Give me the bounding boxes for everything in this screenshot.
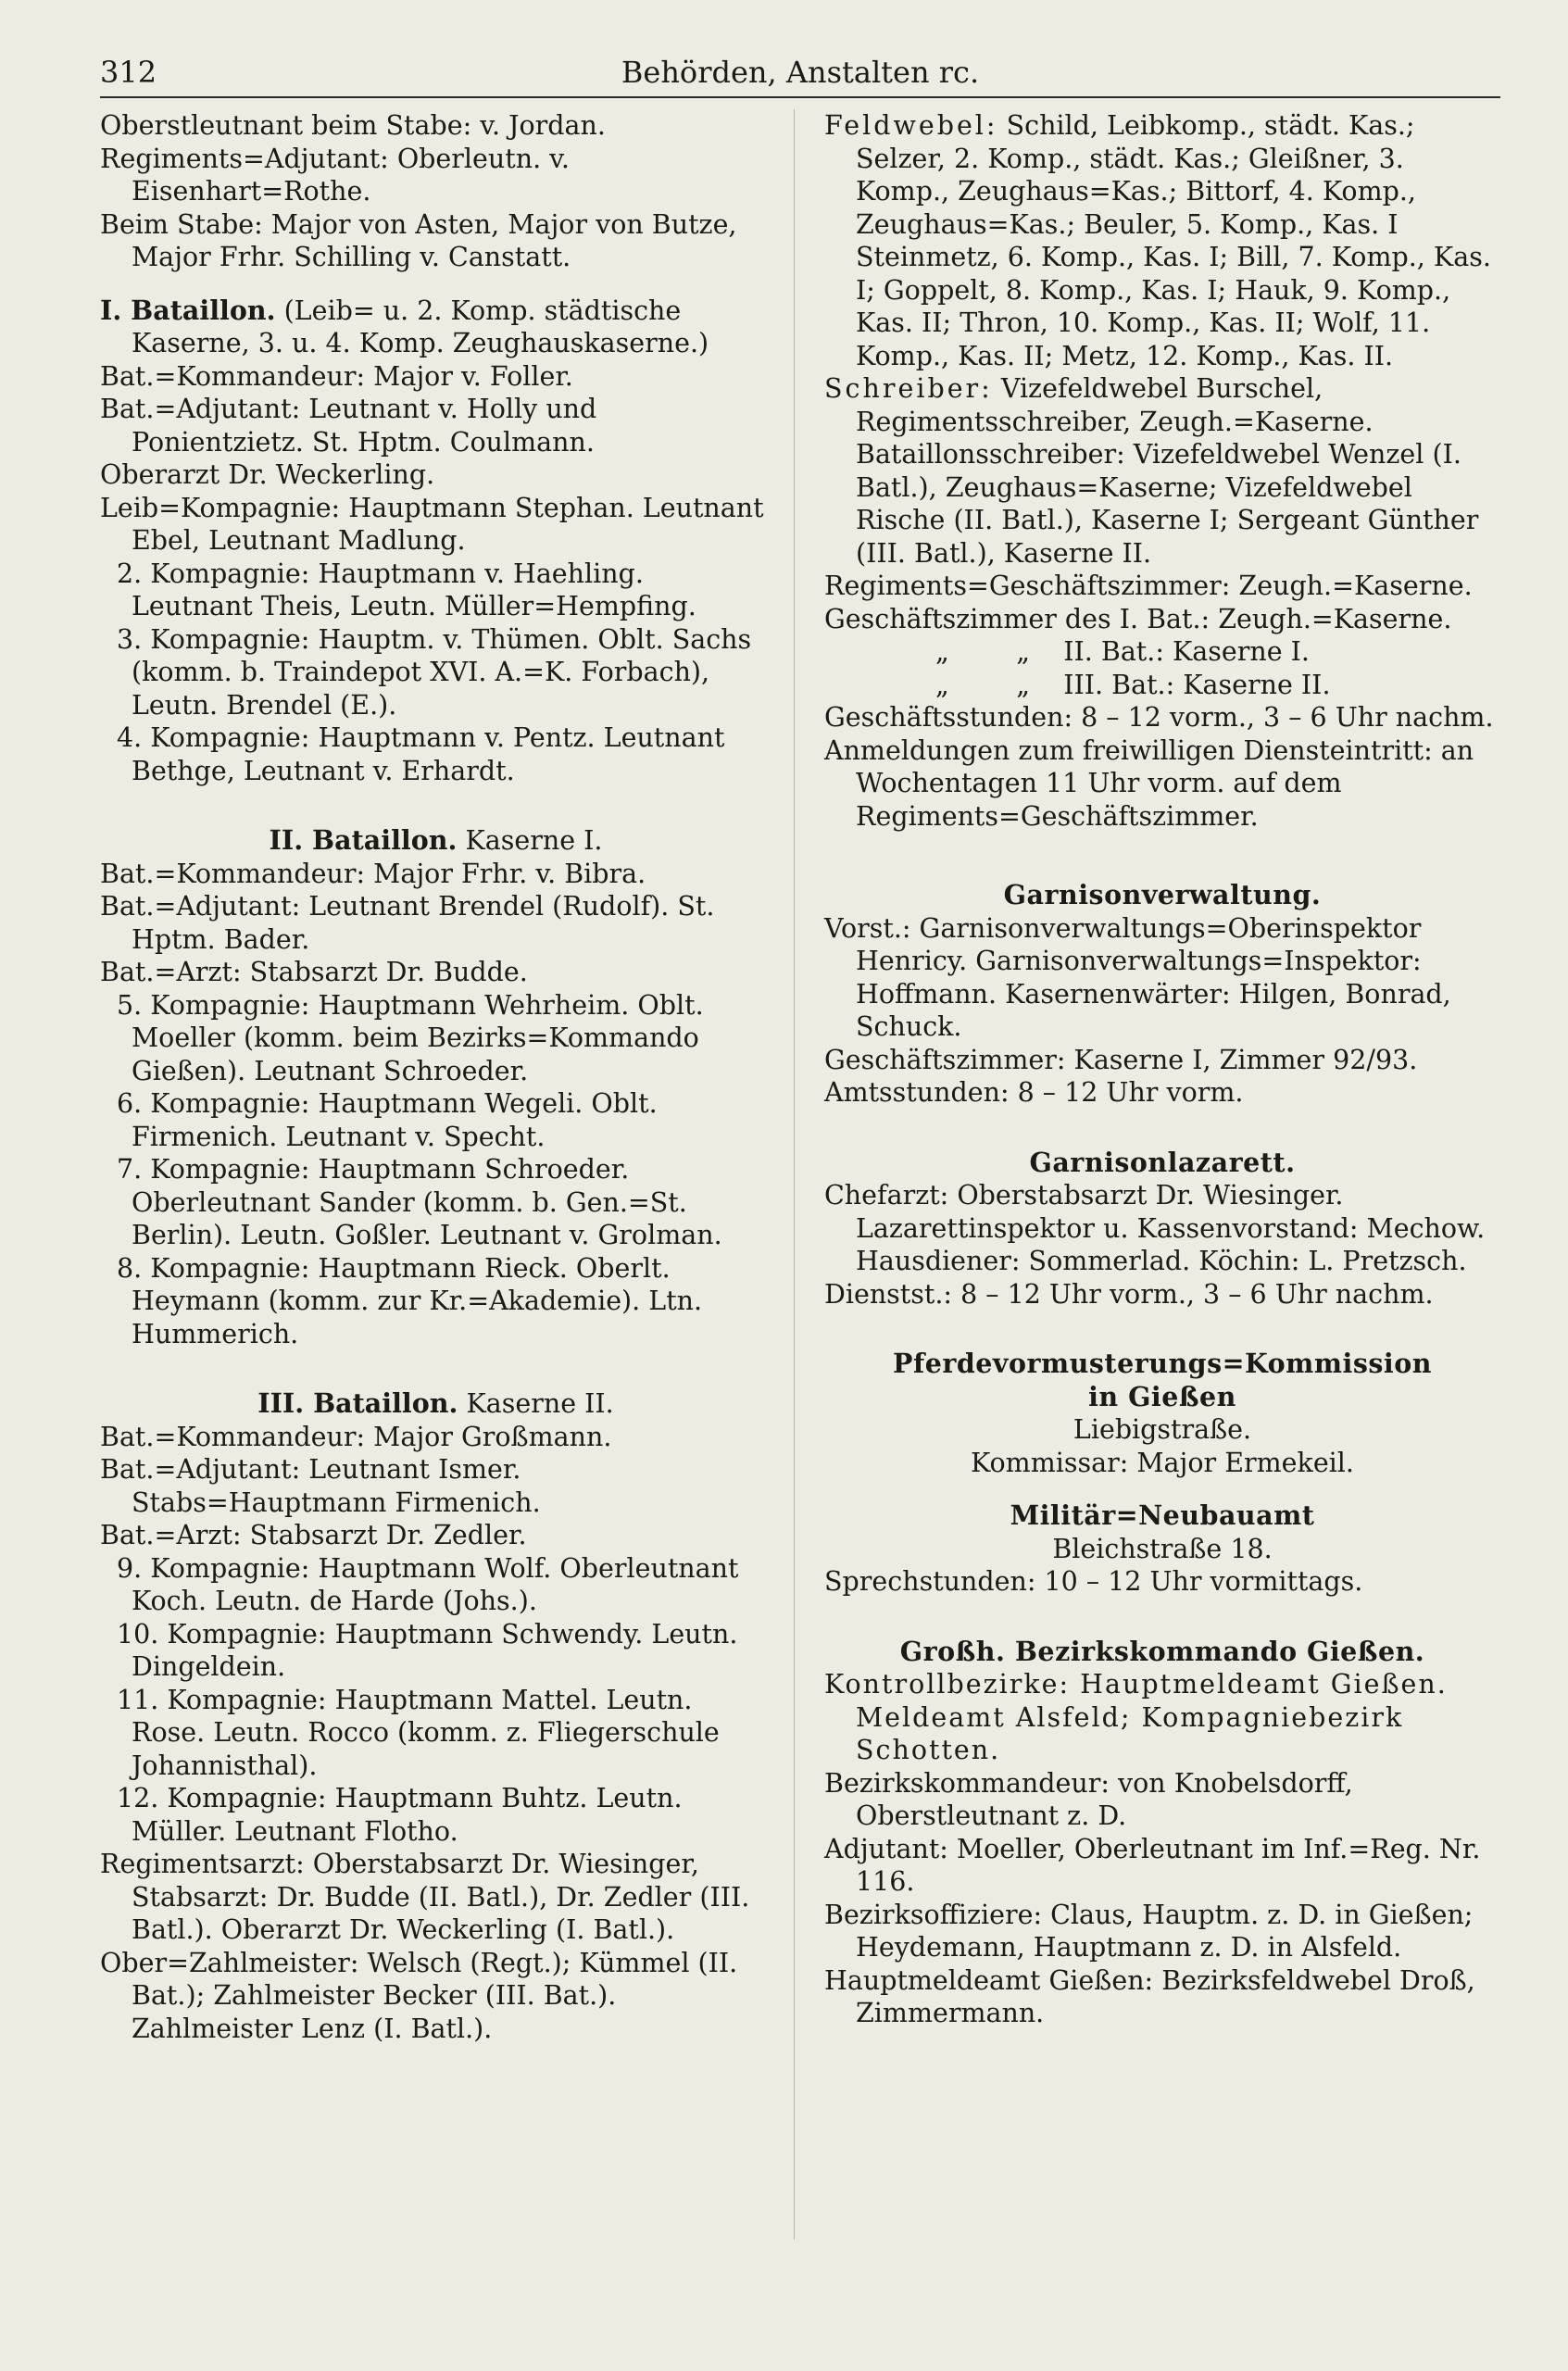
company-entry: 7. Kompagnie: Hauptmann Schroeder. Oberleutnant Sander (komm. b. Gen.=St. Berlin). Leutn. Goßler. Leutnant v. Grolman.: [117, 1154, 722, 1250]
battalion-line: Bat.=Arzt: Stabsarzt Dr. Budde.: [100, 957, 528, 987]
neubauamt-heading: Militär=Neubauamt: [1010, 1499, 1315, 1531]
garnisonverwaltung-line: Amtsstunden: 8 – 12 Uhr vorm.: [824, 1077, 1244, 1108]
feldwebel-label: Feldwebel:: [824, 110, 998, 141]
right-column: [824, 109, 1500, 2030]
battalion-1-heading: [100, 295, 771, 360]
page-number: 312: [100, 55, 157, 90]
bezirkskommando-entry: Bezirkskommandeur: von Knobelsdorff, Oberstleutnant z. D.: [824, 1767, 1353, 1831]
feldwebel-entry: [824, 109, 1500, 372]
schreiber-label: Schreiber:: [824, 373, 993, 404]
pferde-heading-line2: in Gießen: [1088, 1380, 1236, 1412]
company-entry: 5. Kompagnie: Hauptmann Wehrheim. Oblt. Moeller (komm. beim Bezirks=Kommando Gießen). Leutnant Schroeder.: [117, 989, 704, 1086]
battalion-1-title: I. Bataillon.: [100, 294, 276, 326]
battalion-1-location: (Leib= u. 2. Komp. städtische Kaserne, 3. u. 4. Komp. Zeughauskaserne.): [132, 295, 709, 358]
left-column: [100, 109, 771, 2045]
battalion-line: Bat.=Adjutant: Leutnant v. Holly und Ponientzietz. St. Hptm. Coulmann.: [100, 394, 597, 458]
garnisonverwaltung-heading: Garnisonverwaltung.: [1003, 879, 1322, 910]
schreiber-entry: [824, 372, 1500, 570]
garnisonlazarett-heading: Garnisonlazarett.: [1029, 1146, 1296, 1178]
bezirkskommando-entry: Adjutant: Moeller, Oberleutnant im Inf.=Reg. Nr. 116.: [824, 1833, 1481, 1897]
staff-line: Beim Stabe: Major von Asten, Major von Butze, Major Frhr. Schilling v. Canstatt.: [100, 208, 737, 272]
office-line: Anmeldungen zum freiwilligen Diensteintritt: an Wochentagen 11 Uhr vorm. auf dem Regiments=Geschäftszimmer.: [824, 734, 1474, 832]
battalion-line: Bat.=Arzt: Stabsarzt Dr. Zedler.: [100, 1520, 527, 1550]
schreiber-text: Vizefeldwebel Burschel, Regimentsschreiber, Zeugh.=Kaserne. Bataillonsschreiber: Vizefeldwebel Wenzel (I. Batl.), Zeughaus=Kaserne; Vizefeldwebel Rische (II. Batl.), Kaserne I; Sergeant Günther (III. Batl.), Kaserne II.: [856, 373, 1479, 569]
battalion-line: Leib=Kompagnie: Hauptmann Stephan. Leutnant Ebel, Leutnant Madlung.: [100, 492, 764, 556]
company-entry: 6. Kompagnie: Hauptmann Wegeli. Oblt. Firmenich. Leutnant v. Specht.: [117, 1088, 658, 1152]
zahlmeister-entry: Ober=Zahlmeister: Welsch (Regt.); Kümmel (II. Bat.); Zahlmeister Becker (III. Bat.). Zahlmeister Lenz (I. Batl.).: [100, 1947, 738, 2044]
office-line: „ „ II. Bat.: Kaserne I.: [935, 636, 1310, 667]
garnisonlazarett-line: Dienstst.: 8 – 12 Uhr vorm., 3 – 6 Uhr nachm.: [824, 1278, 1434, 1310]
bezirkskommando-entry: Hauptmeldeamt Gießen: Bezirksfeldwebel Droß, Zimmermann.: [824, 1964, 1475, 2028]
company-entry: 11. Kompagnie: Hauptmann Mattel. Leutn. Rose. Leutn. Rocco (komm. z. Fliegerschule Johannisthal).: [117, 1684, 720, 1781]
battalion-line: Bat.=Kommandeur: Major Frhr. v. Bibra.: [100, 858, 646, 889]
battalion-2-title: II. Bataillon.: [269, 824, 458, 856]
pferde-heading-line1: Pferdevormusterungs=Kommission: [893, 1348, 1432, 1379]
staff-line: Oberstleutnant beim Stabe: v. Jordan.: [100, 110, 606, 141]
company-entry: 4. Kompagnie: Hauptmann v. Pentz. Leutnant Bethge, Leutnant v. Erhardt.: [117, 722, 725, 786]
battalion-3-title: III. Bataillon.: [257, 1387, 458, 1419]
bezirkskommando-heading: Großh. Bezirkskommando Gießen.: [899, 1635, 1425, 1667]
page-header: [100, 46, 1500, 98]
battalion-2-location: Kaserne I.: [465, 825, 603, 856]
pferde-kommissar: Kommissar: Major Ermekeil.: [971, 1447, 1354, 1478]
battalion-3-heading: [100, 1387, 771, 1421]
company-entry: 12. Kompagnie: Hauptmann Buhtz. Leutn. Müller. Leutnant Flotho.: [117, 1783, 683, 1847]
office-line: Geschäftszimmer des I. Bat.: Zeugh.=Kaserne.: [824, 603, 1452, 634]
company-entry: 10. Kompagnie: Hauptmann Schwendy. Leutn. Dingeldein.: [117, 1618, 738, 1682]
office-line: Regiments=Geschäftszimmer: Zeugh.=Kaserne.: [824, 571, 1473, 601]
company-entry: 3. Kompagnie: Hauptm. v. Thümen. Oblt. Sachs (komm. b. Traindepot XVI. A.=K. Forbach), Leutn. Brendel (E.).: [117, 623, 752, 721]
garnisonlazarett-line: Chefarzt: Oberstabsarzt Dr. Wiesinger. Lazarettinspektor u. Kassenvorstand: Mechow. Hausdiener: Sommerlad. Köchin: L. Pretzsch.: [824, 1180, 1486, 1276]
header-rule: [100, 96, 1500, 98]
running-title: Behörden, Anstalten rc.: [621, 55, 980, 90]
battalion-line: Bat.=Adjutant: Leutnant Ismer. Stabs=Hauptmann Firmenich.: [100, 1454, 541, 1518]
neubauamt-hours: Sprechstunden: 10 – 12 Uhr vormittags.: [824, 1566, 1363, 1597]
office-line: Geschäftsstunden: 8 – 12 vorm., 3 – 6 Uhr nachm.: [824, 702, 1494, 733]
staff-line: Regiments=Adjutant: Oberleutn. v. Eisenhart=Rothe.: [100, 143, 570, 207]
battalion-line: Oberarzt Dr. Weckerling.: [100, 459, 435, 490]
battalion-3-location: Kaserne II.: [466, 1388, 614, 1419]
company-entry: 8. Kompagnie: Hauptmann Rieck. Oberlt. Heymann (komm. zur Kr.=Akademie). Ltn. Hummerich.: [117, 1252, 703, 1349]
company-entry: 2. Kompagnie: Hauptmann v. Haehling. Leutnant Theis, Leutn. Müller=Hempfing.: [117, 558, 696, 621]
pferde-address: Liebigstraße.: [1073, 1414, 1252, 1445]
neubauamt-address: Bleichstraße 18.: [1052, 1533, 1273, 1564]
regimentsarzt-entry: Regimentsarzt: Oberstabsarzt Dr. Wiesinger, Stabsarzt: Dr. Budde (II. Batl.), Dr. Zedler (III. Batl.). Oberarzt Dr. Weckerling (I. Batl.).: [100, 1849, 750, 1945]
column-divider: [794, 109, 795, 2239]
battalion-line: Bat.=Kommandeur: Major v. Foller.: [100, 360, 573, 392]
company-entry: 9. Kompagnie: Hauptmann Wolf. Oberleutnant Koch. Leutn. de Harde (Johs.).: [117, 1552, 739, 1616]
garnisonverwaltung-line: Geschäftszimmer: Kaserne I, Zimmer 92/93.: [824, 1044, 1418, 1075]
garnisonverwaltung-line: Vorst.: Garnisonverwaltungs=Oberinspektor Henricy. Garnisonverwaltungs=Inspektor: Hoffmann. Kasernenwärter: Hilgen, Bonrad, Schuck.: [824, 912, 1451, 1042]
bezirkskommando-entry: Bezirksoffiziere: Claus, Hauptm. z. D. in Gießen; Heydemann, Hauptmann z. D. in Alsfeld.: [824, 1899, 1474, 1963]
office-line: „ „ III. Bat.: Kaserne II.: [935, 669, 1331, 700]
bezirkskommando-entry: Kontrollbezirke: Hauptmeldeamt Gießen. Meldeamt Alsfeld; Kompagniebezirk Schotten.: [824, 1669, 1448, 1765]
battalion-line: Bat.=Adjutant: Leutnant Brendel (Rudolf). St. Hptm. Bader.: [100, 891, 715, 955]
battalion-line: Bat.=Kommandeur: Major Großmann.: [100, 1421, 612, 1452]
feldwebel-text: Schild, Leibkomp., städt. Kas.; Selzer, 2. Komp., städt. Kas.; Gleißner, 3. Komp., Zeughaus=Kas.; Bittorf, 4. Komp., Zeughaus=Kas.; Beuler, 5. Komp., Kas. I Steinmetz, 6. Komp., Kas. I; Bill, 7. Komp., Kas. I; Goppelt, 8. Komp., Kas. I; Hauk, 9. Komp., Kas. II; Thron, 10. Komp., Kas. II; Wolf, 11. Komp., Kas. II; Metz, 12. Komp., Kas. II.: [856, 110, 1491, 371]
battalion-2-heading: [100, 824, 771, 858]
